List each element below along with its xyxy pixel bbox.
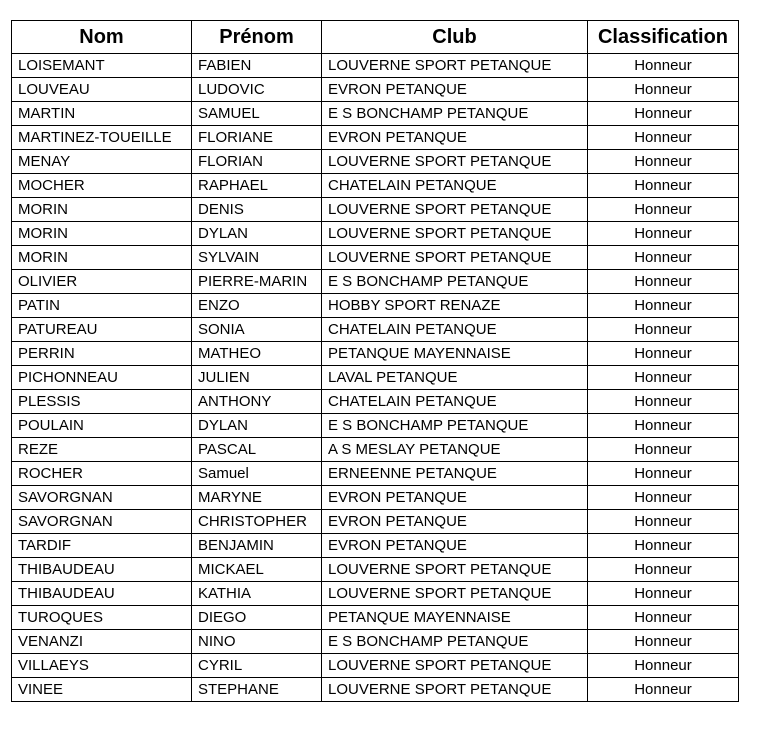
header-club: Club bbox=[322, 21, 588, 54]
cell-prenom: CYRIL bbox=[192, 654, 322, 678]
cell-prenom: SYLVAIN bbox=[192, 246, 322, 270]
cell-nom: PATUREAU bbox=[12, 318, 192, 342]
cell-classification: Honneur bbox=[588, 342, 739, 366]
cell-classification: Honneur bbox=[588, 390, 739, 414]
cell-prenom: KATHIA bbox=[192, 582, 322, 606]
cell-prenom: DIEGO bbox=[192, 606, 322, 630]
cell-club: ERNEENNE PETANQUE bbox=[322, 462, 588, 486]
cell-club: PETANQUE MAYENNAISE bbox=[322, 342, 588, 366]
cell-prenom: RAPHAEL bbox=[192, 174, 322, 198]
cell-club: CHATELAIN PETANQUE bbox=[322, 174, 588, 198]
cell-club: LAVAL PETANQUE bbox=[322, 366, 588, 390]
cell-nom: THIBAUDEAU bbox=[12, 558, 192, 582]
cell-nom: VENANZI bbox=[12, 630, 192, 654]
cell-classification: Honneur bbox=[588, 486, 739, 510]
table-row bbox=[12, 678, 739, 702]
cell-prenom: ANTHONY bbox=[192, 390, 322, 414]
cell-classification: Honneur bbox=[588, 318, 739, 342]
cell-prenom: LUDOVIC bbox=[192, 78, 322, 102]
table-row bbox=[12, 630, 739, 654]
cell-nom: PATIN bbox=[12, 294, 192, 318]
table-row bbox=[12, 222, 739, 246]
header-classification: Classification bbox=[588, 21, 739, 54]
table-row bbox=[12, 414, 739, 438]
cell-club: A S MESLAY PETANQUE bbox=[322, 438, 588, 462]
cell-prenom: BENJAMIN bbox=[192, 534, 322, 558]
players-table bbox=[11, 20, 739, 702]
cell-nom: MORIN bbox=[12, 222, 192, 246]
cell-nom: VILLAEYS bbox=[12, 654, 192, 678]
cell-classification: Honneur bbox=[588, 198, 739, 222]
header-nom: Nom bbox=[12, 21, 192, 54]
table-row bbox=[12, 318, 739, 342]
table-row bbox=[12, 342, 739, 366]
cell-nom: MOCHER bbox=[12, 174, 192, 198]
cell-club: LOUVERNE SPORT PETANQUE bbox=[322, 582, 588, 606]
cell-club: E S BONCHAMP PETANQUE bbox=[322, 270, 588, 294]
cell-nom: SAVORGNAN bbox=[12, 486, 192, 510]
cell-club: EVRON PETANQUE bbox=[322, 78, 588, 102]
table-row bbox=[12, 654, 739, 678]
cell-nom: THIBAUDEAU bbox=[12, 582, 192, 606]
cell-club: E S BONCHAMP PETANQUE bbox=[322, 630, 588, 654]
table-row bbox=[12, 270, 739, 294]
table-row bbox=[12, 606, 739, 630]
cell-classification: Honneur bbox=[588, 534, 739, 558]
cell-prenom: Samuel bbox=[192, 462, 322, 486]
table-row bbox=[12, 582, 739, 606]
cell-club: LOUVERNE SPORT PETANQUE bbox=[322, 198, 588, 222]
cell-classification: Honneur bbox=[588, 582, 739, 606]
cell-club: LOUVERNE SPORT PETANQUE bbox=[322, 222, 588, 246]
cell-prenom: FLORIAN bbox=[192, 150, 322, 174]
table-row bbox=[12, 198, 739, 222]
cell-nom: PLESSIS bbox=[12, 390, 192, 414]
cell-classification: Honneur bbox=[588, 222, 739, 246]
cell-nom: TARDIF bbox=[12, 534, 192, 558]
cell-nom: PICHONNEAU bbox=[12, 366, 192, 390]
cell-nom: VINEE bbox=[12, 678, 192, 702]
cell-club: EVRON PETANQUE bbox=[322, 534, 588, 558]
cell-prenom: PASCAL bbox=[192, 438, 322, 462]
cell-nom: MORIN bbox=[12, 198, 192, 222]
cell-nom: LOISEMANT bbox=[12, 54, 192, 78]
table-row bbox=[12, 294, 739, 318]
cell-prenom: STEPHANE bbox=[192, 678, 322, 702]
cell-club: CHATELAIN PETANQUE bbox=[322, 318, 588, 342]
table-row bbox=[12, 534, 739, 558]
table-row bbox=[12, 174, 739, 198]
cell-prenom: PIERRE-MARIN bbox=[192, 270, 322, 294]
cell-prenom: ENZO bbox=[192, 294, 322, 318]
cell-prenom: MICKAEL bbox=[192, 558, 322, 582]
cell-classification: Honneur bbox=[588, 102, 739, 126]
cell-club: HOBBY SPORT RENAZE bbox=[322, 294, 588, 318]
header-prenom: Prénom bbox=[192, 21, 322, 54]
cell-classification: Honneur bbox=[588, 510, 739, 534]
cell-club: LOUVERNE SPORT PETANQUE bbox=[322, 654, 588, 678]
cell-classification: Honneur bbox=[588, 294, 739, 318]
cell-prenom: CHRISTOPHER bbox=[192, 510, 322, 534]
table-row bbox=[12, 438, 739, 462]
cell-prenom: MARYNE bbox=[192, 486, 322, 510]
cell-club: PETANQUE MAYENNAISE bbox=[322, 606, 588, 630]
cell-club: EVRON PETANQUE bbox=[322, 486, 588, 510]
cell-club: LOUVERNE SPORT PETANQUE bbox=[322, 150, 588, 174]
cell-nom: LOUVEAU bbox=[12, 78, 192, 102]
cell-prenom: NINO bbox=[192, 630, 322, 654]
cell-classification: Honneur bbox=[588, 78, 739, 102]
cell-club: EVRON PETANQUE bbox=[322, 510, 588, 534]
table-row bbox=[12, 462, 739, 486]
cell-classification: Honneur bbox=[588, 462, 739, 486]
cell-club: E S BONCHAMP PETANQUE bbox=[322, 102, 588, 126]
cell-classification: Honneur bbox=[588, 150, 739, 174]
cell-prenom: MATHEO bbox=[192, 342, 322, 366]
cell-club: LOUVERNE SPORT PETANQUE bbox=[322, 558, 588, 582]
table-row bbox=[12, 102, 739, 126]
cell-prenom: SAMUEL bbox=[192, 102, 322, 126]
cell-classification: Honneur bbox=[588, 366, 739, 390]
cell-classification: Honneur bbox=[588, 558, 739, 582]
cell-prenom: DYLAN bbox=[192, 414, 322, 438]
table-row bbox=[12, 510, 739, 534]
cell-classification: Honneur bbox=[588, 126, 739, 150]
cell-classification: Honneur bbox=[588, 270, 739, 294]
cell-classification: Honneur bbox=[588, 678, 739, 702]
cell-prenom: JULIEN bbox=[192, 366, 322, 390]
table-row bbox=[12, 486, 739, 510]
cell-classification: Honneur bbox=[588, 654, 739, 678]
cell-classification: Honneur bbox=[588, 54, 739, 78]
table-row bbox=[12, 390, 739, 414]
cell-prenom: FABIEN bbox=[192, 54, 322, 78]
table-row bbox=[12, 78, 739, 102]
cell-club: CHATELAIN PETANQUE bbox=[322, 390, 588, 414]
cell-nom: PERRIN bbox=[12, 342, 192, 366]
header-row bbox=[12, 21, 739, 54]
cell-nom: MENAY bbox=[12, 150, 192, 174]
cell-nom: TUROQUES bbox=[12, 606, 192, 630]
table-body bbox=[12, 54, 739, 702]
cell-classification: Honneur bbox=[588, 438, 739, 462]
cell-nom: ROCHER bbox=[12, 462, 192, 486]
cell-nom: SAVORGNAN bbox=[12, 510, 192, 534]
table-row bbox=[12, 246, 739, 270]
table-row bbox=[12, 558, 739, 582]
cell-club: LOUVERNE SPORT PETANQUE bbox=[322, 678, 588, 702]
cell-nom: MARTIN bbox=[12, 102, 192, 126]
cell-nom: MARTINEZ-TOUEILLE bbox=[12, 126, 192, 150]
cell-classification: Honneur bbox=[588, 606, 739, 630]
table-row bbox=[12, 366, 739, 390]
cell-prenom: DENIS bbox=[192, 198, 322, 222]
cell-prenom: FLORIANE bbox=[192, 126, 322, 150]
cell-classification: Honneur bbox=[588, 414, 739, 438]
cell-nom: REZE bbox=[12, 438, 192, 462]
cell-club: E S BONCHAMP PETANQUE bbox=[322, 414, 588, 438]
cell-prenom: DYLAN bbox=[192, 222, 322, 246]
cell-nom: OLIVIER bbox=[12, 270, 192, 294]
cell-club: LOUVERNE SPORT PETANQUE bbox=[322, 54, 588, 78]
table-row bbox=[12, 150, 739, 174]
cell-classification: Honneur bbox=[588, 246, 739, 270]
cell-nom: MORIN bbox=[12, 246, 192, 270]
cell-club: LOUVERNE SPORT PETANQUE bbox=[322, 246, 588, 270]
cell-classification: Honneur bbox=[588, 630, 739, 654]
cell-classification: Honneur bbox=[588, 174, 739, 198]
table-row bbox=[12, 126, 739, 150]
cell-club: EVRON PETANQUE bbox=[322, 126, 588, 150]
cell-nom: POULAIN bbox=[12, 414, 192, 438]
cell-prenom: SONIA bbox=[192, 318, 322, 342]
table-row bbox=[12, 54, 739, 78]
